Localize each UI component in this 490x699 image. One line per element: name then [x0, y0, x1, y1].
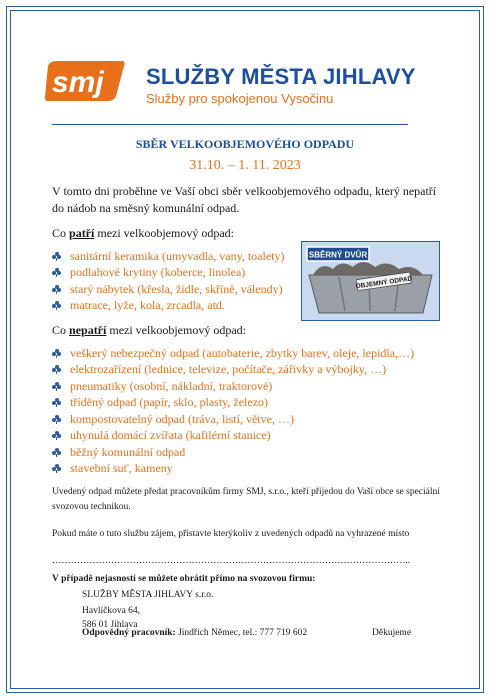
- list-item-text: stavební suť, kameny: [70, 461, 173, 476]
- list-item-text: sanitární keramika (umyvadla, vany, toalety): [70, 248, 285, 263]
- not-belongs-list: [52, 345, 414, 477]
- list-item-text: podlahové krytiny (koberce, linolea): [70, 265, 246, 280]
- clover-bullet-icon: [52, 285, 61, 294]
- intro-paragraph: V tomto dni proběhne ve Vaší obci sběr velkoobjemového odpadu, který nepatří do nádob na směsný komunální odpad.: [52, 184, 437, 215]
- list-item: [52, 461, 414, 478]
- clover-bullet-icon: [52, 448, 61, 457]
- logo-text: smj: [52, 66, 104, 99]
- clover-bullet-icon: [52, 252, 61, 261]
- responsible-label: Odpovědný pracovník:: [82, 628, 176, 638]
- heading-text: Co: [52, 323, 70, 337]
- list-item-text: uhynulá domácí zvířata (kafilérní stanice): [70, 428, 271, 443]
- heading-keyword: nepatří: [69, 323, 107, 337]
- belongs-list: [52, 248, 284, 314]
- list-item-text: elektrozařízení (lednice, televize, počítače, zářivky a výbojky, …): [70, 362, 387, 377]
- company-slogan: Služby pro spokojenou Vysočinu: [146, 91, 334, 106]
- list-item: [52, 444, 414, 461]
- collection-dates: 31.10. – 1. 11. 2023: [189, 158, 301, 173]
- clover-bullet-icon: [52, 415, 61, 424]
- clover-bullet-icon: [52, 464, 61, 473]
- document-title: SBĚR VELKOOBJEMOVÉHO ODPADU: [135, 137, 355, 151]
- list-item: [52, 378, 414, 395]
- clover-bullet-icon: [52, 268, 61, 277]
- smj-logo: [44, 58, 126, 104]
- contact-city: 586 01 Jihlava: [82, 620, 138, 630]
- list-item-text: veškerý nebezpečný odpad (autobaterie, zbytky barev, oleje, lepidla,…): [70, 345, 415, 360]
- list-item: [52, 345, 414, 362]
- list-item-text: starý nábytek (křesla, židle, skříně, válendy): [70, 281, 283, 296]
- clover-bullet-icon: [52, 349, 61, 358]
- list-item: [52, 428, 414, 445]
- list-item: [52, 248, 284, 265]
- waste-container-illustration: [301, 241, 440, 321]
- clover-bullet-icon: [52, 301, 61, 310]
- list-item-text: kompostovatelný odpad (tráva, listí, větve, …): [70, 411, 294, 426]
- list-item-text: pneumatiky (osobní, nákladní, traktorové): [70, 378, 273, 393]
- heading-text: Co: [52, 226, 70, 240]
- placement-paragraph: Pokud máte o tuto službu zájem, přistavte kterýkoliv z uvedených odpadů na vyhrazené místo: [52, 529, 410, 539]
- list-item-text: tříděný odpad (papír, sklo, plasty, železo): [70, 395, 269, 410]
- clover-bullet-icon: [52, 365, 61, 374]
- list-item: [52, 281, 284, 298]
- heading-text: mezi velkoobjemový odpad:: [106, 323, 246, 337]
- belongs-heading: [52, 226, 234, 241]
- list-item: [52, 395, 414, 412]
- clover-bullet-icon: [52, 398, 61, 407]
- list-item-text: matrace, lyže, kola, zrcadla, atd.: [70, 298, 225, 313]
- list-item: [52, 265, 284, 282]
- dotted-fill-line: ……………………………………………………………………………………………………..: [52, 556, 410, 566]
- not-belongs-heading: [52, 323, 246, 338]
- list-item: [52, 298, 284, 315]
- contact-heading: V případě nejasností se můžete obrátit přímo na svozovou firmu:: [52, 574, 316, 584]
- contact-responsible: [82, 628, 307, 638]
- clover-bullet-icon: [52, 431, 61, 440]
- contact-company: SLUŽBY MĚSTA JIHLAVY s.r.o.: [82, 590, 214, 600]
- heading-text: mezi velkoobjemový odpad:: [94, 226, 234, 240]
- illustration-sign-text: SBĚRNÝ DVŮR: [308, 250, 368, 260]
- list-item-text: běžný komunální odpad: [70, 444, 186, 459]
- handover-paragraph: Uvedený odpad můžete předat pracovníkům firmy SMJ, s.r.o., kteří přijedou do Vaší obce se speciální svozovou technikou.: [52, 487, 440, 512]
- list-item: [52, 362, 414, 379]
- heading-keyword: patří: [69, 226, 95, 240]
- list-item: [52, 411, 414, 428]
- clover-bullet-icon: [52, 382, 61, 391]
- thanks-text: Děkujeme: [372, 628, 412, 638]
- illustration-container-label: OBJEMNÝ ODPAD: [355, 275, 413, 291]
- contact-street: Havlíčkova 64,: [82, 606, 141, 616]
- responsible-value: Jindřich Němec, tel.: 777 719 602: [175, 628, 308, 638]
- company-name: SLUŽBY MĚSTA JIHLAVY: [146, 64, 416, 89]
- header-divider: [52, 124, 408, 125]
